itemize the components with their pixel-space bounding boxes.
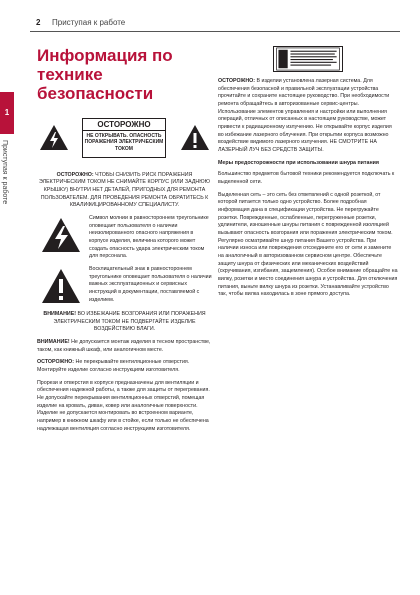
header-divider <box>30 31 400 32</box>
chapter-tab <box>0 92 14 134</box>
moisture-warning-text: ВО ИЗБЕЖАНИЕ ВОЗГОРАНИЯ ИЛИ ПОРАЖЕНИЯ ЭЛЕКТРИЧЕСКИМ ТОКОМ НЕ ПОДВЕРГАЙТЕ ИЗДЕЛИЕ ВОЗДЕЙСТВИЮ ВЛАГИ. <box>53 311 206 333</box>
caution-block <box>37 114 212 166</box>
page-number: 2 <box>36 18 41 27</box>
laser-caution-lead: ОСТОРОЖНО: <box>218 78 256 84</box>
left-column <box>37 46 212 438</box>
lightning-triangle-icon <box>41 217 81 253</box>
lightning-symbol-explanation <box>37 215 212 261</box>
exclamation-warning-icon <box>180 124 210 151</box>
chapter-number: 1 <box>4 108 10 117</box>
page-title: Информация по технике безопасности <box>37 46 173 104</box>
power-cord-paragraph: Выделенная сеть – это сеть без ответвлений с одной розеткой, от которой питается только одно устройство. Более подробная информация дана в спецификации устройства. Не перегружайте розетки. Поврежденные, ослабленные, перегруженные розетки, удлинители, изношенные шнуры питания с поврежденной изоляцией вызывают опасность возгорания или поражения электрическим током. Регулярно осматривайте шнур питания Вашего устройства. При наличии износа или повреждения отсоедините его от сети и замените на аналогичный в авторизованном сервисном центре. Обеспечьте защиту шнура от физических или механических воздействий (скручивания, изгибания, защемления). Особое внимание обращайте на вилку, розетки и место соединения шнура и устройства. Для отключения питания, выньте вилку шнура из розетки. Устанавливайте устройство так, чтобы вилка находилась в зоне прямого доступа. <box>218 191 398 298</box>
dedicated-circuit-paragraph: Большинство предметов бытовой техники рекомендуется подключать к выделенной сети. <box>218 171 395 186</box>
caution-label <box>82 118 166 158</box>
caution-head: ОСТОРОЖНО <box>83 119 165 131</box>
warning-lead: ВНИМАНИЕ! <box>43 311 77 317</box>
exclamation-symbol-explanation <box>37 266 212 306</box>
chapter-side-label <box>0 140 14 220</box>
caution-body: НЕ ОТКРЫВАТЬ. ОПАСНОСТЬ ПОРАЖЕНИЯ ЭЛЕКТРИЧЕСКИМ ТОКОМ <box>84 132 164 152</box>
ventilation-caution-text: Не перекрывайте вентиляционные отверстия. Монтируйте изделие согласно инструкциям изготовителя. <box>37 359 190 374</box>
chapter-label-text: Приступая к работе <box>1 140 8 205</box>
ventilation-paragraph: Прорези и отверстия в корпусе предназначены для вентиляции и обеспечения надежной работы, а также для защиты от перегревания. Не допускайте перекрывания вентиляционных отверстий, помещая изделие на кровать, диван, ковер или аналогичные поверхности. Изделие не допускается монтировать во встроенном варианте, например в книжном шкафу или в стойке, если только не обеспечена надлежащая вентиляция согласно инструкциям изготовителя. <box>37 379 210 432</box>
moisture-warning <box>37 311 212 334</box>
installation-warning <box>37 339 212 354</box>
section-title: Приступая к работе <box>52 18 126 27</box>
caution-text: ЧТОБЫ СНИЗИТЬ РИСК ПОРАЖЕНИЯ ЭЛЕКТРИЧЕСКИМ ТОКОМ НЕ СНИМАЙТЕ КОРПУС (ИЛИ ЗАДНЮЮ КРЫШКУ) ВНУТРИ НЕТ ДЕТАЛЕЙ, ПРИГОДНЫХ ДЛЯ РЕМОНТА ПОЛЬЗОВАТЕЛЕМ. ДЛЯ ПРОВЕДЕНИЯ РЕМОНТА ОБРАТИТЕСЬ К КВАЛИФИЦИРОВАННОМУ СПЕЦИАЛИСТУ. <box>39 171 210 209</box>
warning-lead-2: ВНИМАНИЕ! <box>37 339 70 346</box>
lightning-warning-icon <box>39 124 69 151</box>
lightning-explanation-text: Символ молнии в равностороннем треугольнике оповещает пользователя о наличии неизолированного опасного напряжения в корпусе изделия, величина которого может создать опасность удара электрическим током для персонала. <box>89 214 209 260</box>
laser-class-label <box>273 46 343 72</box>
exclamation-triangle-icon <box>41 268 81 304</box>
installation-warning-text: Не допускается монтаж изделия в тесном пространстве, таком, как книжный шкаф, или аналогичном месте. <box>37 339 211 353</box>
caution-lead-2: ОСТОРОЖНО: <box>37 359 75 366</box>
right-column <box>218 46 398 304</box>
caution-paragraph <box>37 172 212 210</box>
ventilation-caution <box>37 359 212 374</box>
exclamation-explanation-text: Восклицательный знак в равностороннем треугольнике оповещает пользователя о наличии важных эксплуатационных и сервисных инструкций в документации, поставляемой с изделием. <box>89 266 212 303</box>
laser-caution <box>218 78 398 155</box>
caution-lead: ОСТОРОЖНО: <box>56 171 94 178</box>
power-cord-heading: Меры предосторожности при использовании шнура питания <box>218 159 380 166</box>
laser-caution-text: В изделии установлена лазерная система. Для обеспечения безопасной и правильной эксплуатации устройства прочитайте и сохраните настоящее руководство. При необходимости ремонта обращайтесь в авторизованные сервис-центры. Использование элементов управления и настройки или выполнения операций, отличных от описанных в настоящем руководстве, может привести к радиационному излучению. Не открывайте корпус изделия во избежание лазерного облучения. При открытии корпуса возможно воздействие видимого лазерного излучения. НЕ СМОТРИТЕ НА ЛАЗЕРНЫЙ ЛУЧ БЕЗ СРЕДСТВ ЗАЩИТЫ. <box>218 78 392 154</box>
page-header <box>0 0 420 36</box>
